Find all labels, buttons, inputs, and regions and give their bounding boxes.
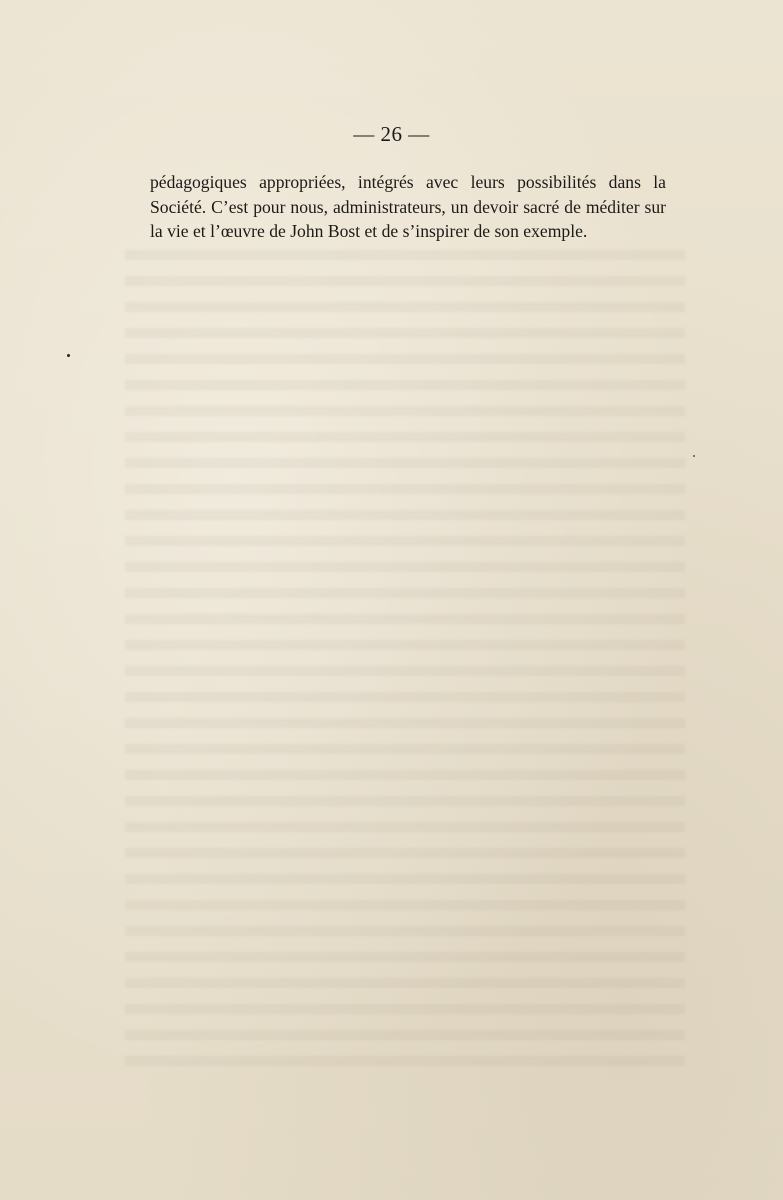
- page-number: — 26 —: [353, 122, 430, 146]
- body-paragraph: pédagogiques appropriées, intégrés avec leurs possibilités dans la Société. C’est pour nous, administrateurs, un devoir sacré de méditer sur la vie et l’œuvre de John Bost et de s’inspirer de son exemple.: [150, 172, 666, 241]
- show-through-reverse-text: [125, 250, 685, 1070]
- margin-dot-mark: [67, 354, 70, 357]
- paper-speck: [693, 455, 695, 457]
